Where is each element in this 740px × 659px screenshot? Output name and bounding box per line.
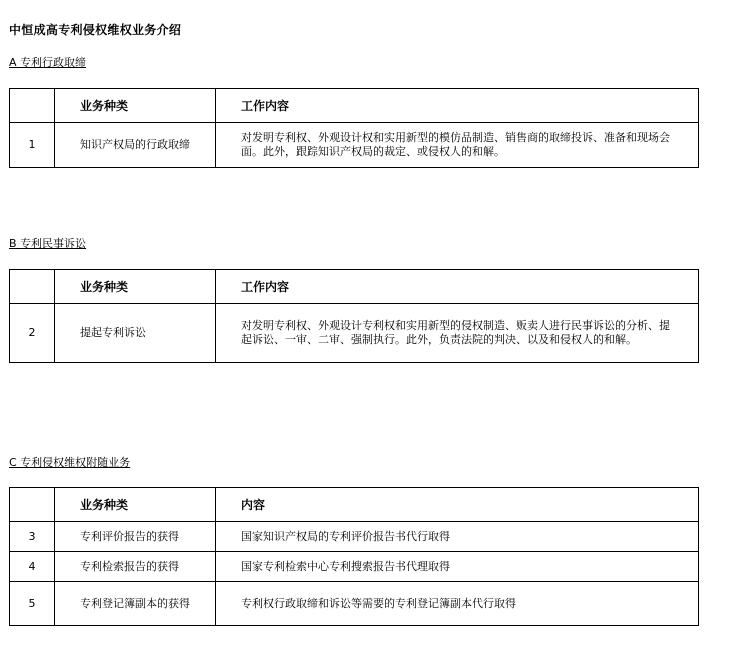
row-type: 提起专利诉讼: [55, 304, 216, 363]
row-type: 知识产权局的行政取缔: [55, 123, 216, 168]
header-no: [10, 89, 55, 123]
section-c-title: C 专利侵权维权附随业务: [9, 456, 131, 469]
page-title: 中恒成高专利侵权维权业务介绍: [9, 23, 182, 37]
row-type: 专利登记簿副本的获得: [55, 582, 216, 626]
section-a-table: [9, 88, 699, 168]
row-content: 专利权行政取缔和诉讼等需要的专利登记簿副本代行取得: [216, 582, 699, 626]
row-type: 专利评价报告的获得: [55, 522, 216, 552]
section-b-table: [9, 269, 699, 363]
header-type: 业务种类: [55, 89, 216, 123]
row-number: 5: [10, 582, 55, 626]
row-number: 4: [10, 552, 55, 582]
row-type: 专利检索报告的获得: [55, 552, 216, 582]
row-number: 1: [10, 123, 55, 168]
table-row: [10, 552, 699, 582]
row-content: 对发明专利权、外观设计专利权和实用新型的侵权制造、贩卖人进行民事诉讼的分析、提起诉讼、一审、二审、强制执行。此外，负责法院的判决、以及和侵权人的和解。: [216, 304, 699, 363]
section-c-table: [9, 487, 699, 626]
row-content: 国家专利检索中心专利搜索报告书代理取得: [216, 552, 699, 582]
table-header-row: [10, 89, 699, 123]
header-type: 业务种类: [55, 488, 216, 522]
row-content: 国家知识产权局的专利评价报告书代行取得: [216, 522, 699, 552]
table-row: [10, 123, 699, 168]
header-content: 内容: [216, 488, 699, 522]
header-content: 工作内容: [216, 270, 699, 304]
section-b-title: B 专利民事诉讼: [9, 237, 87, 250]
header-type: 业务种类: [55, 270, 216, 304]
header-no: [10, 270, 55, 304]
row-content: 对发明专利权、外观设计权和实用新型的模仿品制造、销售商的取缔投诉、准备和现场会面。此外，跟踪知识产权局的裁定、或侵权人的和解。: [216, 123, 699, 168]
section-a-title: A 专利行政取缔: [9, 56, 87, 69]
table-header-row: [10, 270, 699, 304]
table-row: [10, 304, 699, 363]
header-no: [10, 488, 55, 522]
header-content: 工作内容: [216, 89, 699, 123]
row-number: 3: [10, 522, 55, 552]
table-row: [10, 522, 699, 552]
table-header-row: [10, 488, 699, 522]
table-row: [10, 582, 699, 626]
row-number: 2: [10, 304, 55, 363]
